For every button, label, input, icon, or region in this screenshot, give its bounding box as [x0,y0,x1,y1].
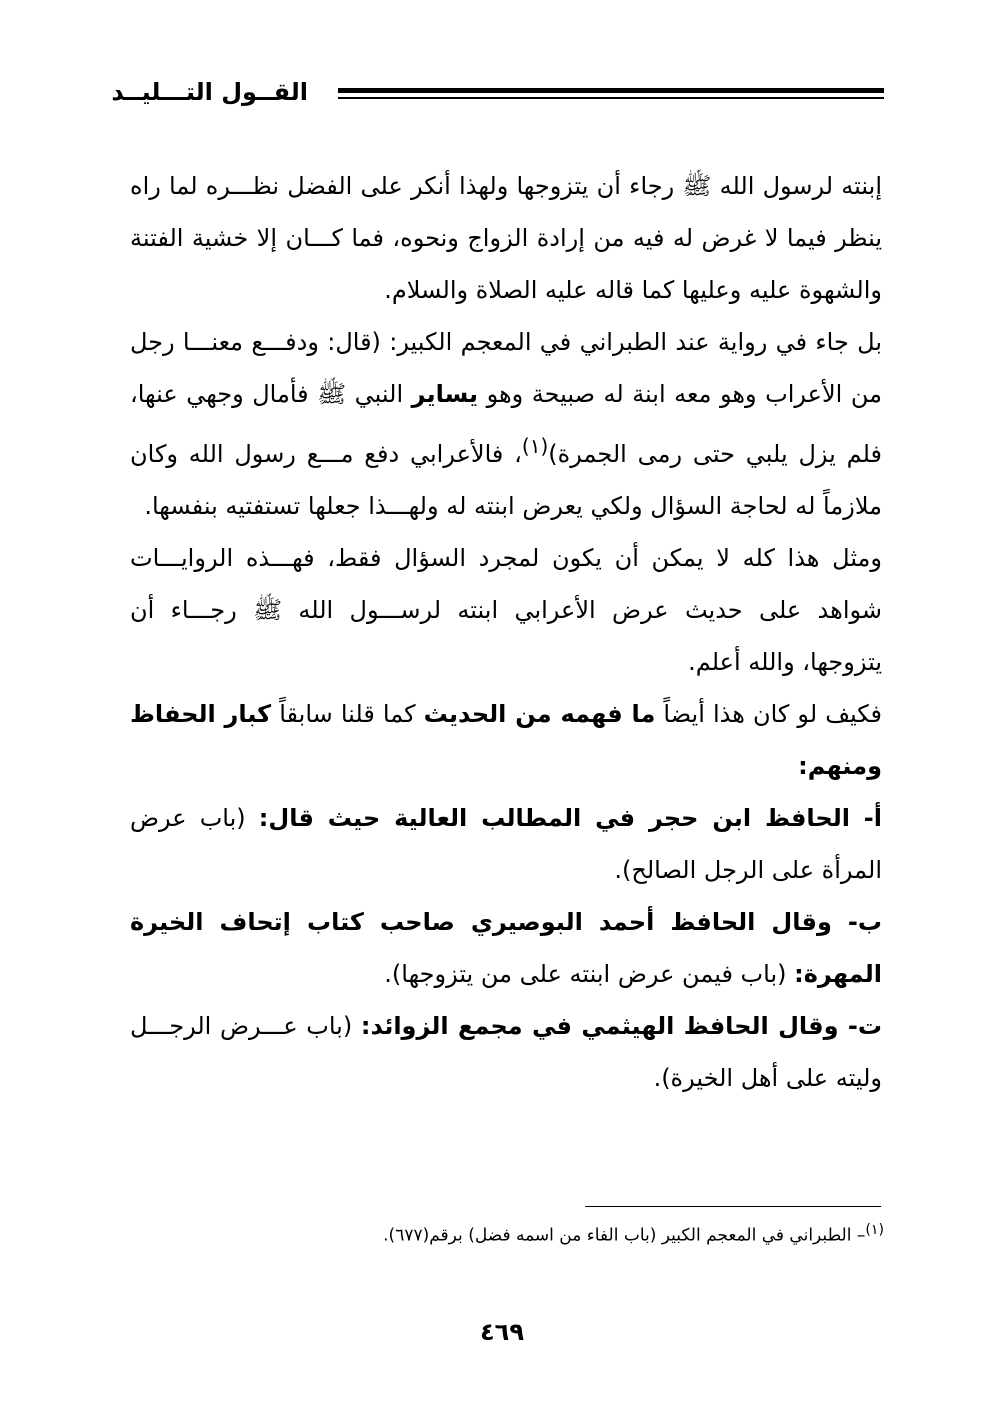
footnote-number: (١) [865,1222,884,1238]
paragraph-4-bold-1: ما فهمه من الحديث [423,700,656,728]
item-t [130,1000,882,1104]
running-title: القــول التـــليــد [111,78,308,106]
paragraph-3 [130,532,882,688]
paragraph-1-text: إبنته لرسول الله ﷺ رجاء أن يتزوجها ولهذا أنكر على الفضل نظـــره لما راه ينظر فيما لا غرض له فيه من إرادة الزواج ونحوه، فما كـــان إلا خشية الفتنة والشهوة عليه وعليها كما قاله عليه الصلاة والسلام. [130,172,882,304]
page-number: ٤٦٩ [480,1318,524,1346]
header-rule-thin [338,97,884,99]
paragraph-2-text-c: ، فالأعرابي دفع مـــع رسول الله وكان ملازماً له لحاجة السؤال ولكي يعرض ابنته له ولهـــذا جعلها تستفتيه بنفسها. [130,440,882,520]
paragraph-3-text: ومثل هذا كله لا يمكن أن يكون لمجرد السؤال فقط، فهـــذه الروايـــات شواهد على حديث عرض الأعرابي ابنته لرســـول الله ﷺ رجـــاء أن يتزوجها، والله أعلم. [130,544,882,676]
item-b [130,896,882,1000]
page-header [111,78,884,106]
footnote-text: – الطبراني في المعجم الكبير (باب الفاء من اسمه فضل) برقم(٦٧٧). [383,1225,866,1246]
item-b-text: (باب فيمن عرض ابنته على من يتزوجها). [384,960,795,988]
item-a [130,792,882,896]
paragraph-2 [130,316,882,532]
footnote [383,1222,884,1246]
footnote-reference: (١) [521,434,549,458]
item-t-heading: ت- وقال الحافظ الهيثمي في مجمع الزوائد: [360,1012,882,1040]
paragraph-2-text-a: بل جاء في رواية عند الطبراني في المعجم الكبير: (قال: ودفـــع معنـــا رجل من الأعراب وهو معه ابنة له صبيحة وهو [130,328,882,408]
paragraph-4-text-a: فكيف لو كان هذا أيضاً [655,700,883,728]
item-t-text: (باب عـــرض الرجـــل وليته على أهل الخيرة). [130,1012,882,1092]
header-rule-thick [338,88,884,93]
paragraph-4-text-b: كما قلنا سابقاً [271,700,424,728]
page-body [130,160,882,1104]
paragraph-1 [130,160,882,316]
paragraph-4 [130,688,882,792]
footnote-separator [585,1206,881,1207]
item-b-heading: ب- وقال الحافظ أحمد البوصيري صاحب كتاب إتحاف الخيرة المهرة: [130,908,882,988]
paragraph-2-text-b: النبي ﷺ فأمال وجهي عنها، فلم يزل يلبي حتى رمى الجمرة) [130,380,883,468]
paragraph-2-bold: يساير [411,380,479,408]
item-a-heading: أ- الحافظ ابن حجر في المطالب العالية حيث قال: [258,804,882,832]
item-a-text: (باب عرض المرأة على الرجل الصالح). [130,804,882,884]
paragraph-4-bold-2: كبار الحفاظ ومنهم: [130,700,882,780]
